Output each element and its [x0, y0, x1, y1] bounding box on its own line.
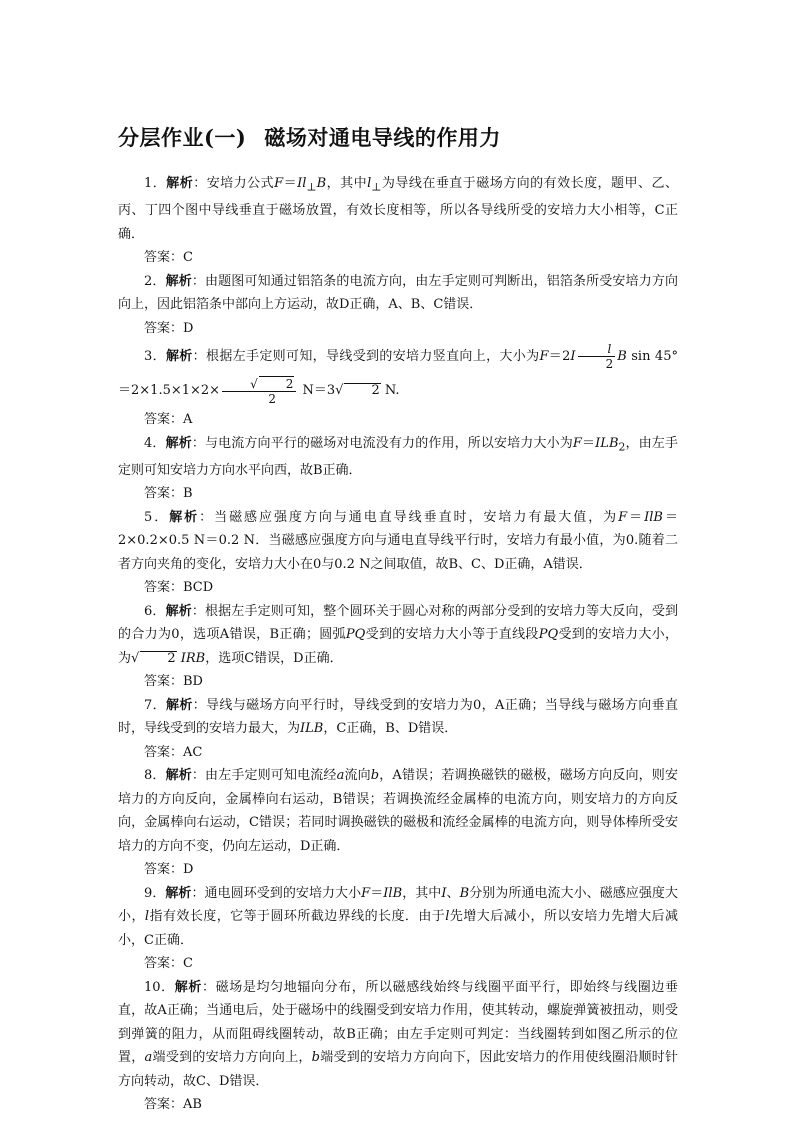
q4-answer: 答案：B [144, 486, 193, 502]
page-title [118, 122, 501, 152]
q8-answer: 答案：D [144, 862, 194, 878]
q10-answer: 答案：AB [144, 1097, 202, 1113]
title-part2: 磁场对通电导线的作用力 [264, 125, 501, 150]
q10-analysis: 10．解析：磁场是均匀地辐向分布，所以磁感线始终与线圈平面平行，即始终与线圈边垂直，故A正确；当通电后，处于磁场中的线圈受到安培力作用，使其转动，螺旋弹簧被扭动，则受到弹簧的阻力，从而阻碍线圈转动，故B正确；由左手定则可判定：当线圈转到如图乙所示的位置，a端受到的安培力方向向上，b端受到的安培力方向向下，因此安培力的作用使线圈沿顺时针方向转动，故C、D错误． [118, 979, 678, 1089]
q8-analysis: 8．解析：由左手定则可知电流经a流向b，A错误；若调换磁铁的磁极，磁场方向反向，则安培力的方向反向，金属棒向右运动，B错误；若调换流经金属棒的电流方向，则安培力的方向反向，金属棒向右运动，C错误；若同时调换磁铁的磁极和流经金属棒的电流方向，则导体棒所受安培力的方向不变，仍向左运动，D正确． [118, 768, 678, 854]
q5-answer: 答案：BCD [144, 580, 214, 596]
answer-body [118, 172, 678, 1117]
fraction-sqrt2-over-2: $\frac{√ 2}{2}$ [222, 376, 296, 406]
q3-analysis: 3．解析：根据左手定则可知，导线受到的安培力竖直向上，大小为F＝2I $\frac{l}{2}$ B sin 45°＝2×1.5×1×2× $\frac{√ 2}{2}$ N＝3√ 2 N. [118, 342, 678, 406]
q1-answer: 答案：C [144, 250, 193, 266]
q5-analysis: 5．解析：当磁感应强度方向与通电直导线垂直时，安培力有最大值，为F＝IlB＝2×0.2×0.5 N＝0.2 N．当磁感应强度方向与通电直导线平行时，安培力有最小值，为0.随着二者方向夹角的变化，安培力大小在0与0.2 N之间取值，故B、C、D正确，A错误． [118, 509, 678, 572]
q9-answer: 答案：C [144, 956, 193, 972]
q9-analysis: 9．解析：通电圆环受到的安培力大小F＝IlB，其中I、B分别为所通电流大小、磁感应强度大小，l指有效长度，它等于圆环所截边界线的长度．由于l先增大后减小，所以安培力先增大后减小，C正确． [118, 885, 678, 948]
q2-answer: 答案：D [144, 320, 194, 336]
fraction-l-over-2: $\frac{l}{2}$ [578, 342, 616, 371]
q2-analysis: 2．解析：由题图可知通过铝箔条的电流方向，由左手定则可判断出，铝箔条所受安培力方向向上，因此铝箔条中部向上方运动，故D正确，A、B、C错误． [118, 273, 678, 313]
q1-analysis: 1．解析：安培力公式$F=Il_\perp B$，其中$l_\perp$为导线在垂直于磁场方向的有效长度，题甲、乙、丙、丁四个图中导线垂直于磁场放置，有效长度相等，所以各导线所受的安培力大小相等，C正确． [118, 176, 678, 242]
q3-answer: 答案：A [144, 412, 193, 428]
title-part1: 分层作业(一) [118, 125, 247, 150]
q7-analysis: 7．解析：导线与磁场方向平行时，导线受到的安培力为0，A正确；当导线与磁场方向垂直时，导线受到的安培力最大，为ILB，C正确，B、D错误． [118, 697, 678, 737]
q6-answer: 答案：BD [144, 674, 203, 690]
q4-analysis: 4．解析：与电流方向平行的磁场对电流没有力的作用，所以安培力大小为$F=ILB_2$，由左手定则可知安培力方向水平向西，故B正确． [118, 435, 678, 478]
q6-analysis: 6．解析：根据左手定则可知，整个圆环关于圆心对称的两部分受到的安培力等大反向，受到的合力为0，选项A错误，B正确；圆弧PQ受到的安培力大小等于直线段PQ受到的安培力大小，为√ 2 IRB，选项C错误，D正确． [118, 603, 678, 666]
q7-answer: 答案：AC [144, 744, 203, 760]
